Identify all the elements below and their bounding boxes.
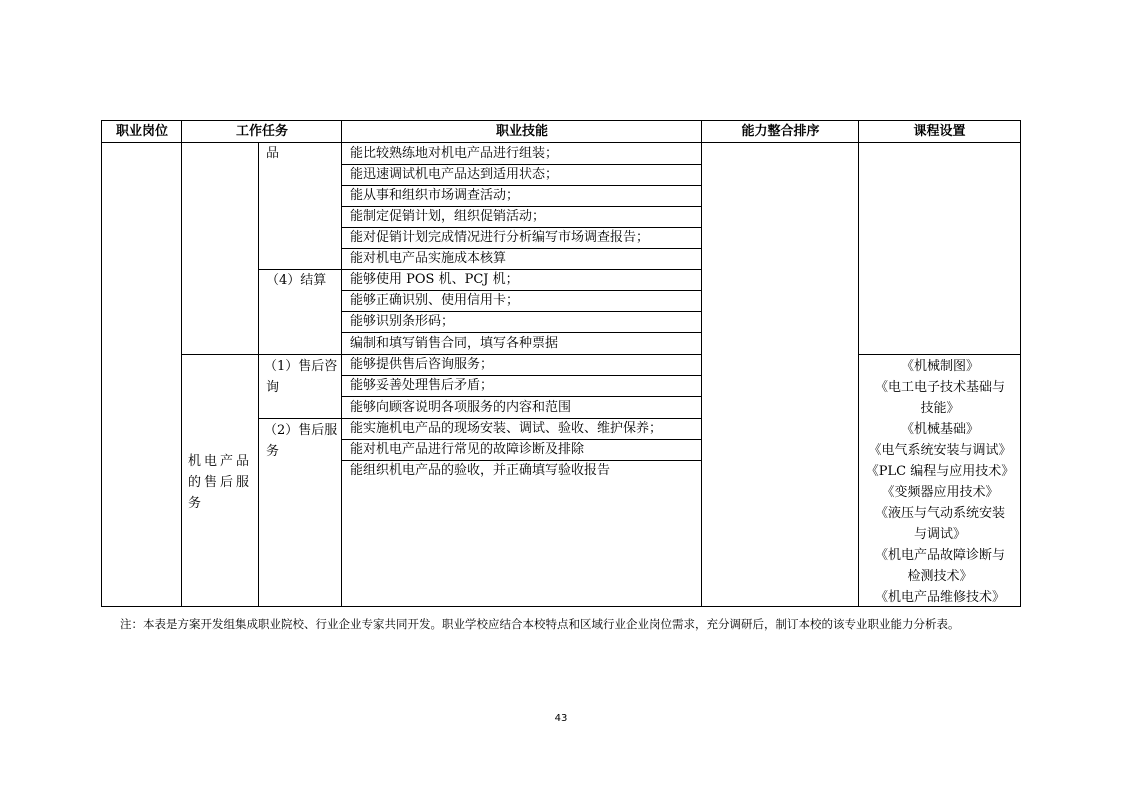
skill-cell: 能组织机电产品的验收，并正确填写验收报告 — [350, 463, 611, 478]
col-divider — [181, 121, 182, 606]
table-footnote: 注：本表是方案开发组集成职业院校、行业企业专家共同开发。职业学校应结合本校特点和区域行业企业岗位需求，充分调研后，制订本校的该专业职业能力分析表。 — [120, 617, 960, 631]
header-course-setting: 课程设置 — [859, 121, 1020, 143]
page-number: 43 — [554, 713, 568, 724]
skill-cell: 能对促销计划完成情况进行分析编写市场调查报告； — [350, 230, 650, 245]
header-work-task: 工作任务 — [182, 121, 342, 143]
skill-cell: 编制和填写销售合同，填写各种票据 — [350, 336, 559, 351]
col-divider — [258, 143, 259, 606]
skill-cell: 能够识别条形码； — [350, 314, 455, 329]
task-cell: （4）结算 — [266, 273, 327, 288]
skill-cell: 能对机电产品进行常见的故障诊断及排除 — [350, 442, 585, 457]
course-line: 《电工电子技术基础与 — [874, 380, 1005, 395]
course-line: 技能》 — [920, 401, 960, 416]
skill-cell: 能从事和组织市场调查活动； — [350, 188, 520, 203]
task-cell: 品 — [266, 146, 280, 161]
header-ability-ranking: 能力整合排序 — [702, 121, 859, 143]
skill-cell: 能制定促销计划，组织促销活动； — [350, 209, 546, 224]
position-cell: 务 — [188, 496, 202, 511]
course-list — [859, 356, 1021, 608]
course-line: 《机械基础》 — [900, 422, 979, 437]
section-divider — [858, 354, 1020, 355]
course-line: 《机电产品故障诊断与 — [874, 548, 1005, 563]
skill-cell: 能够妥善处理售后矛盾； — [350, 378, 494, 393]
task-cell: 询 — [266, 380, 280, 395]
header-position: 职业岗位 — [102, 121, 182, 143]
course-line: 《电气系统安装与调试》 — [868, 443, 1012, 458]
skill-cell: 能对机电产品实施成本核算 — [350, 251, 507, 266]
task-cell: （2）售后服 — [264, 423, 338, 438]
skill-cell: 能够使用 POS 机、PCJ 机； — [350, 272, 519, 287]
position-cell: 机电产品 — [188, 454, 253, 469]
course-line: 《液压与气动系统安装 — [874, 506, 1005, 521]
course-line: 与调试》 — [913, 527, 966, 542]
skill-cell: 能迅速调试机电产品达到适用状态； — [350, 167, 559, 182]
course-line: 《机械制图》 — [900, 359, 979, 374]
skill-cell: 能实施机电产品的现场安装、调试、验收、维护保养； — [350, 421, 663, 436]
skill-cell: 能够提供售后咨询服务； — [350, 357, 494, 372]
course-line: 《PLC 编程与应用技术》 — [865, 464, 1015, 479]
col-divider — [701, 121, 702, 606]
task-cell: （1）售后咨 — [264, 359, 338, 374]
position-cell: 的售后服 — [188, 475, 253, 490]
skill-cell: 能够正确识别、使用信用卡； — [350, 293, 520, 308]
ability-analysis-table — [101, 120, 1021, 607]
task-cell: 务 — [266, 444, 280, 459]
col-divider — [341, 121, 342, 606]
course-line: 检测技术》 — [907, 569, 973, 584]
header-skills: 职业技能 — [342, 121, 702, 143]
course-line: 《机电产品维修技术》 — [874, 590, 1005, 605]
skill-cell: 能比较熟练地对机电产品进行组装； — [350, 146, 559, 161]
skill-cell: 能够向顾客说明各项服务的内容和范围 — [350, 400, 572, 415]
course-line: 《变频器应用技术》 — [881, 485, 999, 500]
